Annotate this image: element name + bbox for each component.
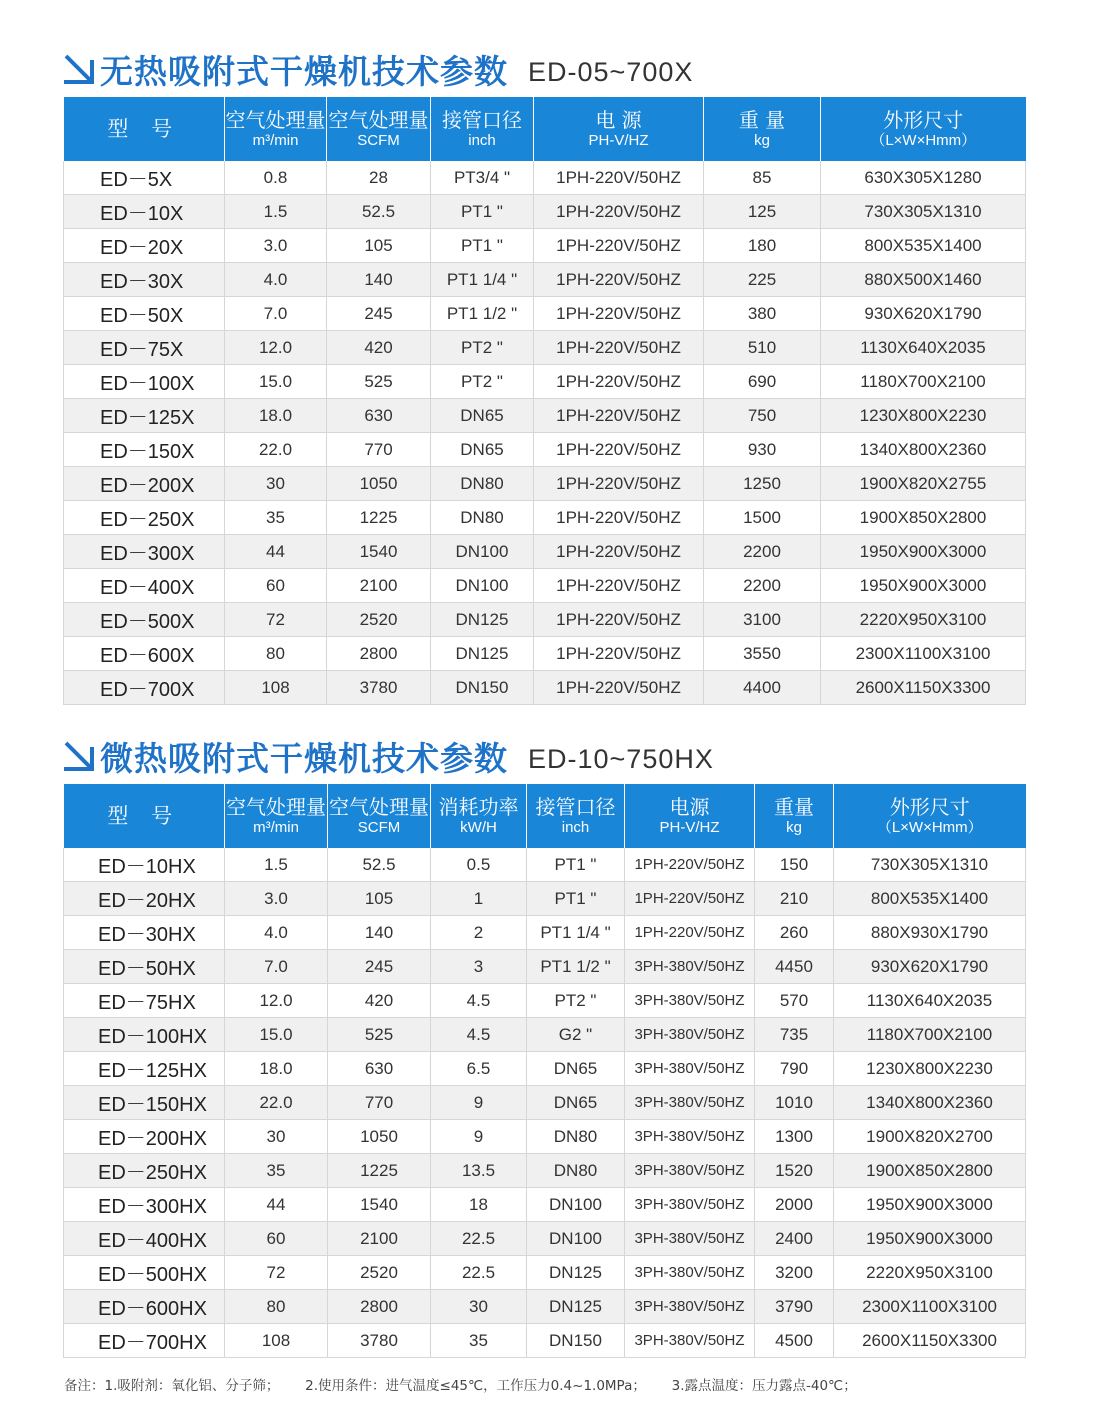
cell-model: ED－100X [64,365,225,399]
cell-dimensions: 1340X800X2360 [821,433,1026,467]
cell-power-supply: 1PH-220V/50HZ [534,603,704,637]
cell-power-consumption: 6.5 [431,1052,527,1086]
cell-air-flow-scfm: 3780 [328,1324,431,1358]
cell-air-flow-scfm: 770 [327,433,431,467]
cell-weight: 210 [755,882,834,916]
cell-power-consumption: 3 [431,950,527,984]
cell-power-supply: 1PH-220V/50HZ [534,433,704,467]
th-weight: 重量 kg [755,784,834,848]
cell-pipe-size: PT1 1/4 " [431,263,534,297]
cell-air-flow-scfm: 1540 [328,1188,431,1222]
cell-air-flow-m3: 1.5 [225,848,328,882]
cell-pipe-size: PT1 " [527,848,625,882]
cell-pipe-size: DN100 [431,535,534,569]
cell-dimensions: 1180X700X2100 [821,365,1026,399]
table-row [64,1324,1026,1358]
cell-power-supply: 1PH-220V/50HZ [534,671,704,705]
cell-power-supply: 1PH-220V/50HZ [534,399,704,433]
cell-power-consumption: 22.5 [431,1222,527,1256]
th-air-flow-m3: 空气处理量 m³/min [225,97,327,161]
cell-power-supply: 3PH-380V/50HZ [625,1188,755,1222]
cell-pipe-size: PT1 " [431,195,534,229]
cell-power-consumption: 4.5 [431,1018,527,1052]
table-row [64,1222,1026,1256]
cell-weight: 1300 [755,1120,834,1154]
cell-pipe-size: DN65 [527,1052,625,1086]
cell-weight: 510 [704,331,821,365]
cell-power-supply: 1PH-220V/50HZ [534,263,704,297]
cell-weight: 750 [704,399,821,433]
cell-pipe-size: DN80 [431,467,534,501]
cell-air-flow-scfm: 140 [328,916,431,950]
cell-dimensions: 880X500X1460 [821,263,1026,297]
table2-header-row [64,784,1026,848]
cell-model: ED－30X [64,263,225,297]
cell-model: ED－20X [64,229,225,263]
cell-dimensions: 1950X900X3000 [834,1222,1026,1256]
cell-air-flow-m3: 4.0 [225,263,327,297]
cell-power-supply: 1PH-220V/50HZ [534,229,704,263]
spec-table-1 [63,97,1026,705]
cell-air-flow-m3: 30 [225,1120,328,1154]
cell-pipe-size: DN100 [527,1188,625,1222]
cell-model: ED－300X [64,535,225,569]
section1-title: 无热吸附式干燥机技术参数 [100,51,508,91]
cell-power-supply: 1PH-220V/50HZ [534,195,704,229]
cell-dimensions: 630X305X1280 [821,161,1026,195]
cell-model: ED－100HX [64,1018,225,1052]
th-air-flow-scfm: 空气处理量 SCFM [327,97,431,161]
cell-air-flow-m3: 12.0 [225,984,328,1018]
cell-dimensions: 1230X800X2230 [834,1052,1026,1086]
cell-pipe-size: DN125 [527,1256,625,1290]
cell-air-flow-scfm: 2100 [327,569,431,603]
cell-power-consumption: 0.5 [431,848,527,882]
cell-weight: 2000 [755,1188,834,1222]
cell-air-flow-m3: 30 [225,467,327,501]
table-row [64,569,1026,603]
cell-dimensions: 1340X800X2360 [834,1086,1026,1120]
cell-air-flow-m3: 108 [225,671,327,705]
cell-pipe-size: PT2 " [431,331,534,365]
cell-weight: 2400 [755,1222,834,1256]
cell-dimensions: 2220X950X3100 [834,1256,1026,1290]
th-power-supply: 电 源 PH-V/HZ [534,97,704,161]
cell-air-flow-scfm: 1540 [327,535,431,569]
cell-weight: 85 [704,161,821,195]
cell-pipe-size: DN80 [527,1154,625,1188]
cell-pipe-size: DN125 [431,603,534,637]
cell-power-supply: 1PH-220V/50HZ [534,297,704,331]
cell-model: ED－10HX [64,848,225,882]
cell-model: ED－200HX [64,1120,225,1154]
cell-model: ED－600X [64,637,225,671]
cell-power-supply: 3PH-380V/50HZ [625,1222,755,1256]
cell-model: ED－75X [64,331,225,365]
cell-air-flow-m3: 60 [225,1222,328,1256]
cell-power-supply: 1PH-220V/50HZ [534,637,704,671]
cell-power-supply: 1PH-220V/50HZ [625,882,755,916]
footnote: 备注：1.吸附剂：氧化铝、分子筛； 2.使用条件：进气温度≤45℃，工作压力0.4~1.0MPa； 3.露点温度：压力露点-40℃； [64,1378,857,1394]
cell-air-flow-m3: 12.0 [225,331,327,365]
cell-power-supply: 1PH-220V/50HZ [534,161,704,195]
cell-power-consumption: 18 [431,1188,527,1222]
table-row [64,1154,1026,1188]
spec-table-2 [63,784,1026,1358]
cell-power-supply: 1PH-220V/50HZ [534,467,704,501]
cell-air-flow-scfm: 420 [327,331,431,365]
cell-dimensions: 1900X850X2800 [821,501,1026,535]
cell-power-supply: 3PH-380V/50HZ [625,1018,755,1052]
cell-model: ED－125HX [64,1052,225,1086]
table-row [64,1086,1026,1120]
cell-model: ED－10X [64,195,225,229]
cell-dimensions: 1180X700X2100 [834,1018,1026,1052]
table-row [64,1256,1026,1290]
cell-power-supply: 3PH-380V/50HZ [625,1120,755,1154]
cell-model: ED－300HX [64,1188,225,1222]
cell-pipe-size: DN125 [527,1290,625,1324]
cell-model: ED－600HX [64,1290,225,1324]
cell-power-supply: 1PH-220V/50HZ [534,331,704,365]
cell-weight: 2200 [704,569,821,603]
cell-weight: 4400 [704,671,821,705]
cell-air-flow-m3: 7.0 [225,297,327,331]
table-row [64,501,1026,535]
th-power-supply: 电源 PH-V/HZ [625,784,755,848]
cell-dimensions: 1950X900X3000 [821,569,1026,603]
cell-dimensions: 2220X950X3100 [821,603,1026,637]
section1-model-range: ED-05~700X [528,56,694,87]
table-row [64,433,1026,467]
cell-weight: 3790 [755,1290,834,1324]
table-row [64,365,1026,399]
cell-power-supply: 3PH-380V/50HZ [625,984,755,1018]
th-pipe-size: 接管口径 inch [527,784,625,848]
th-model: 型 号 [64,97,225,161]
section2-title-bar [62,731,714,781]
cell-weight: 930 [704,433,821,467]
cell-weight: 1250 [704,467,821,501]
cell-model: ED－400HX [64,1222,225,1256]
cell-pipe-size: PT1 1/2 " [431,297,534,331]
cell-dimensions: 2300X1100X3100 [834,1290,1026,1324]
th-air-flow-m3: 空气处理量 m³/min [225,784,328,848]
cell-dimensions: 1130X640X2035 [821,331,1026,365]
cell-weight: 4500 [755,1324,834,1358]
th-pipe-size: 接管口径 inch [431,97,534,161]
table-row [64,263,1026,297]
cell-air-flow-m3: 15.0 [225,1018,328,1052]
table-row [64,1018,1026,1052]
cell-dimensions: 800X535X1400 [834,882,1026,916]
table-row [64,161,1026,195]
cell-air-flow-m3: 22.0 [225,1086,328,1120]
cell-dimensions: 2600X1150X3300 [834,1324,1026,1358]
cell-air-flow-scfm: 2520 [328,1256,431,1290]
table-row [64,195,1026,229]
cell-weight: 3100 [704,603,821,637]
table-row [64,1120,1026,1154]
cell-weight: 1500 [704,501,821,535]
cell-power-consumption: 4.5 [431,984,527,1018]
cell-model: ED－500HX [64,1256,225,1290]
section2-title: 微热吸附式干燥机技术参数 [100,738,508,778]
cell-dimensions: 730X305X1310 [834,848,1026,882]
cell-air-flow-scfm: 1225 [328,1154,431,1188]
table-row [64,950,1026,984]
cell-dimensions: 1900X820X2700 [834,1120,1026,1154]
th-air-flow-scfm: 空气处理量 SCFM [328,784,431,848]
cell-pipe-size: PT2 " [527,984,625,1018]
table-row [64,331,1026,365]
cell-power-supply: 3PH-380V/50HZ [625,1324,755,1358]
cell-power-supply: 1PH-220V/50HZ [534,535,704,569]
cell-pipe-size: PT1 " [527,882,625,916]
cell-air-flow-scfm: 2100 [328,1222,431,1256]
th-model: 型 号 [64,784,225,848]
cell-air-flow-m3: 44 [225,535,327,569]
cell-dimensions: 2600X1150X3300 [821,671,1026,705]
cell-air-flow-scfm: 140 [327,263,431,297]
cell-air-flow-scfm: 1225 [327,501,431,535]
table-row [64,916,1026,950]
cell-power-consumption: 13.5 [431,1154,527,1188]
cell-pipe-size: PT2 " [431,365,534,399]
cell-air-flow-m3: 18.0 [225,399,327,433]
cell-air-flow-scfm: 52.5 [328,848,431,882]
cell-weight: 1010 [755,1086,834,1120]
cell-pipe-size: PT1 1/2 " [527,950,625,984]
arrow-down-right-icon [62,739,96,773]
cell-weight: 225 [704,263,821,297]
cell-power-supply: 3PH-380V/50HZ [625,950,755,984]
table1-header-row [64,97,1026,161]
th-power-consumption: 消耗功率 kW/H [431,784,527,848]
cell-air-flow-m3: 3.0 [225,882,328,916]
arrow-down-right-icon [62,52,96,86]
cell-weight: 3550 [704,637,821,671]
cell-power-supply: 3PH-380V/50HZ [625,1086,755,1120]
cell-dimensions: 800X535X1400 [821,229,1026,263]
cell-air-flow-scfm: 630 [328,1052,431,1086]
cell-air-flow-m3: 1.5 [225,195,327,229]
cell-air-flow-scfm: 420 [328,984,431,1018]
cell-model: ED－75HX [64,984,225,1018]
table-row [64,1290,1026,1324]
cell-power-supply: 1PH-220V/50HZ [534,501,704,535]
cell-pipe-size: DN65 [431,399,534,433]
cell-air-flow-m3: 80 [225,637,327,671]
table-row [64,399,1026,433]
cell-pipe-size: DN65 [527,1086,625,1120]
cell-air-flow-m3: 3.0 [225,229,327,263]
cell-power-supply: 1PH-220V/50HZ [625,848,755,882]
table-row [64,603,1026,637]
cell-power-supply: 1PH-220V/50HZ [534,569,704,603]
cell-air-flow-m3: 35 [225,501,327,535]
cell-air-flow-m3: 7.0 [225,950,328,984]
cell-power-consumption: 1 [431,882,527,916]
cell-air-flow-m3: 80 [225,1290,328,1324]
cell-pipe-size: DN150 [527,1324,625,1358]
cell-dimensions: 1900X820X2755 [821,467,1026,501]
cell-air-flow-m3: 60 [225,569,327,603]
cell-pipe-size: PT3/4 " [431,161,534,195]
th-dimensions: 外形尺寸 （L×W×Hmm） [834,784,1026,848]
cell-pipe-size: DN125 [431,637,534,671]
cell-air-flow-m3: 18.0 [225,1052,328,1086]
cell-model: ED－250HX [64,1154,225,1188]
cell-air-flow-scfm: 2800 [328,1290,431,1324]
cell-weight: 2200 [704,535,821,569]
cell-air-flow-scfm: 105 [327,229,431,263]
cell-power-consumption: 9 [431,1120,527,1154]
cell-weight: 690 [704,365,821,399]
cell-air-flow-scfm: 525 [327,365,431,399]
section2-model-range: ED-10~750HX [528,743,714,774]
cell-dimensions: 880X930X1790 [834,916,1026,950]
cell-power-supply: 1PH-220V/50HZ [625,916,755,950]
cell-dimensions: 1950X900X3000 [821,535,1026,569]
cell-air-flow-scfm: 3780 [327,671,431,705]
cell-model: ED－150X [64,433,225,467]
cell-air-flow-scfm: 630 [327,399,431,433]
cell-weight: 570 [755,984,834,1018]
cell-model: ED－30HX [64,916,225,950]
cell-dimensions: 1230X800X2230 [821,399,1026,433]
cell-air-flow-scfm: 245 [327,297,431,331]
cell-air-flow-m3: 108 [225,1324,328,1358]
cell-air-flow-m3: 4.0 [225,916,328,950]
cell-pipe-size: DN100 [527,1222,625,1256]
cell-power-consumption: 35 [431,1324,527,1358]
th-weight: 重 量 kg [704,97,821,161]
cell-air-flow-m3: 15.0 [225,365,327,399]
th-dimensions: 外形尺寸 （L×W×Hmm） [821,97,1026,161]
cell-pipe-size: DN150 [431,671,534,705]
cell-weight: 3200 [755,1256,834,1290]
cell-model: ED－700HX [64,1324,225,1358]
cell-pipe-size: DN80 [431,501,534,535]
cell-dimensions: 1130X640X2035 [834,984,1026,1018]
cell-model: ED－125X [64,399,225,433]
cell-air-flow-scfm: 245 [328,950,431,984]
cell-air-flow-m3: 35 [225,1154,328,1188]
cell-air-flow-scfm: 2520 [327,603,431,637]
table-row [64,882,1026,916]
cell-power-consumption: 22.5 [431,1256,527,1290]
table-row [64,1188,1026,1222]
cell-weight: 790 [755,1052,834,1086]
cell-air-flow-m3: 72 [225,1256,328,1290]
cell-air-flow-scfm: 1050 [327,467,431,501]
cell-pipe-size: PT1 1/4 " [527,916,625,950]
cell-model: ED－400X [64,569,225,603]
cell-weight: 125 [704,195,821,229]
cell-power-supply: 3PH-380V/50HZ [625,1154,755,1188]
cell-air-flow-m3: 0.8 [225,161,327,195]
cell-model: ED－5X [64,161,225,195]
cell-pipe-size: G2 " [527,1018,625,1052]
cell-model: ED－500X [64,603,225,637]
cell-air-flow-scfm: 28 [327,161,431,195]
cell-weight: 4450 [755,950,834,984]
cell-model: ED－700X [64,671,225,705]
cell-pipe-size: DN100 [431,569,534,603]
cell-dimensions: 730X305X1310 [821,195,1026,229]
cell-dimensions: 2300X1100X3100 [821,637,1026,671]
cell-model: ED－200X [64,467,225,501]
cell-power-consumption: 30 [431,1290,527,1324]
cell-weight: 150 [755,848,834,882]
cell-air-flow-scfm: 525 [328,1018,431,1052]
cell-power-consumption: 9 [431,1086,527,1120]
cell-dimensions: 930X620X1790 [834,950,1026,984]
cell-air-flow-scfm: 52.5 [327,195,431,229]
cell-power-consumption: 2 [431,916,527,950]
cell-air-flow-scfm: 105 [328,882,431,916]
section1-title-bar [62,44,693,94]
cell-dimensions: 1950X900X3000 [834,1188,1026,1222]
cell-model: ED－150HX [64,1086,225,1120]
cell-model: ED－20HX [64,882,225,916]
cell-weight: 1520 [755,1154,834,1188]
table-row [64,1052,1026,1086]
cell-power-supply: 3PH-380V/50HZ [625,1052,755,1086]
cell-power-supply: 1PH-220V/50HZ [534,365,704,399]
cell-air-flow-m3: 72 [225,603,327,637]
table-row [64,467,1026,501]
cell-air-flow-scfm: 1050 [328,1120,431,1154]
table-row [64,637,1026,671]
cell-weight: 180 [704,229,821,263]
cell-model: ED－250X [64,501,225,535]
table-row [64,535,1026,569]
cell-pipe-size: DN80 [527,1120,625,1154]
table-row [64,297,1026,331]
cell-power-supply: 3PH-380V/50HZ [625,1256,755,1290]
table-row [64,671,1026,705]
cell-dimensions: 1900X850X2800 [834,1154,1026,1188]
cell-weight: 380 [704,297,821,331]
cell-air-flow-scfm: 770 [328,1086,431,1120]
cell-air-flow-m3: 22.0 [225,433,327,467]
cell-model: ED－50HX [64,950,225,984]
cell-power-supply: 3PH-380V/50HZ [625,1290,755,1324]
cell-model: ED－50X [64,297,225,331]
table-row [64,229,1026,263]
cell-pipe-size: DN65 [431,433,534,467]
cell-weight: 260 [755,916,834,950]
cell-weight: 735 [755,1018,834,1052]
cell-air-flow-scfm: 2800 [327,637,431,671]
cell-air-flow-m3: 44 [225,1188,328,1222]
cell-pipe-size: PT1 " [431,229,534,263]
table-row [64,848,1026,882]
table-row [64,984,1026,1018]
cell-dimensions: 930X620X1790 [821,297,1026,331]
